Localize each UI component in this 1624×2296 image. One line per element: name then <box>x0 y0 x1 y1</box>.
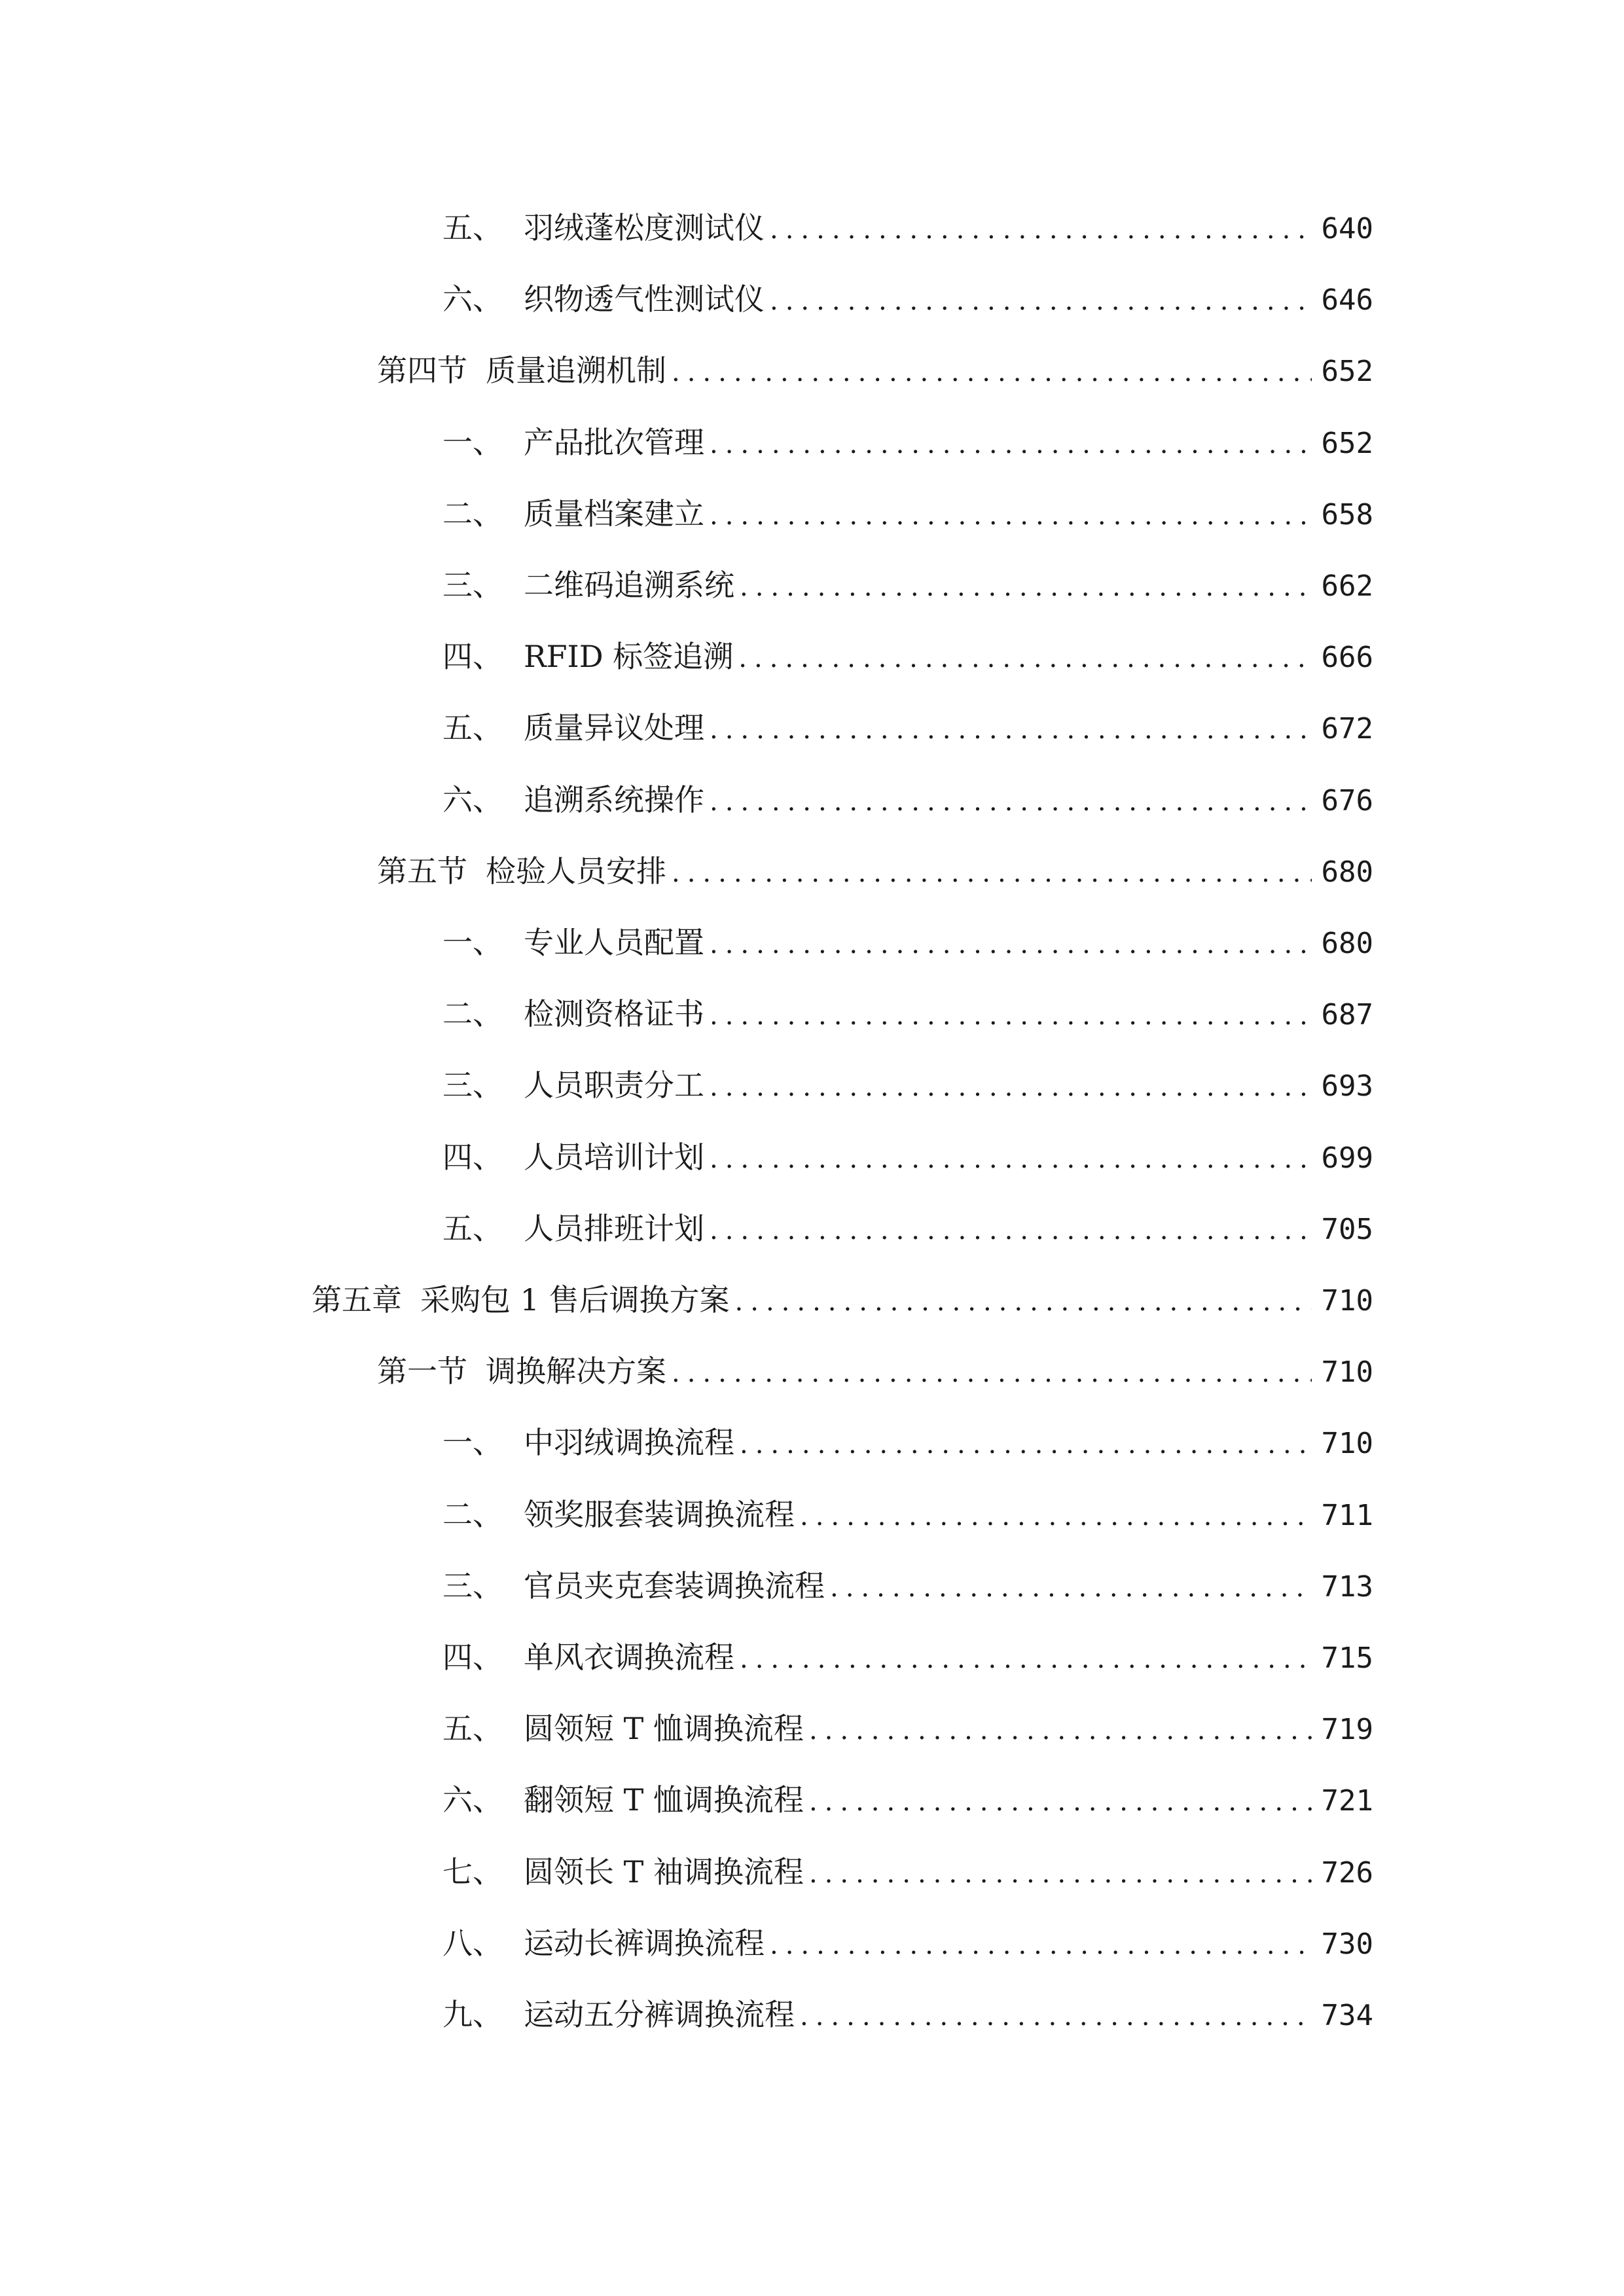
toc-entry[interactable] <box>442 1631 1373 1683</box>
toc-entry[interactable] <box>442 202 1373 254</box>
toc-entry-number: 一、 <box>442 1425 503 1460</box>
toc-entry[interactable] <box>442 273 1373 325</box>
toc-entry-title: 中羽绒调换流程 <box>524 1425 734 1460</box>
toc-entry[interactable] <box>442 559 1373 611</box>
toc-entry-number: 五、 <box>442 1711 503 1746</box>
toc-entry-page-number: 699 <box>1321 1141 1373 1175</box>
toc-entry-page-number: 680 <box>1321 927 1373 960</box>
dot-leader <box>710 1061 1312 1113</box>
toc-entry[interactable] <box>442 916 1373 969</box>
toc-entry-title: 采购包 1 售后调换方案 <box>420 1282 730 1318</box>
dot-leader <box>710 490 1312 542</box>
dot-leader <box>710 1204 1312 1257</box>
dot-leader <box>800 1990 1312 2043</box>
dot-leader <box>710 990 1312 1042</box>
dot-leader <box>740 1633 1312 1685</box>
dot-leader <box>672 1347 1312 1399</box>
toc-entry-page-number: 710 <box>1321 1284 1373 1318</box>
dot-leader <box>740 1418 1312 1471</box>
toc-entry[interactable] <box>442 630 1373 683</box>
toc-entry-page-number: 715 <box>1321 1641 1373 1675</box>
toc-entry-number: 六、 <box>442 1782 503 1818</box>
toc-entry-title: 二维码追溯系统 <box>524 567 734 603</box>
toc-entry-number: 三、 <box>442 1067 503 1103</box>
dot-leader <box>738 632 1312 685</box>
toc-entry-page-number: 721 <box>1321 1784 1373 1818</box>
toc-entry-title: 质量异议处理 <box>524 710 704 745</box>
toc-entry-number: 第五节 <box>377 853 467 889</box>
toc-entry-page-number: 680 <box>1321 855 1373 889</box>
toc-entry-title: 专业人员配置 <box>524 925 704 960</box>
toc-entry-number: 二、 <box>442 1497 503 1532</box>
toc-entry-number: 二、 <box>442 496 503 531</box>
toc-entry-title: 追溯系统操作 <box>524 782 704 817</box>
toc-entry-number: 三、 <box>442 567 503 603</box>
toc-entry-number: 五、 <box>442 1211 503 1246</box>
toc-entry-page-number: 734 <box>1321 1999 1373 2032</box>
toc-entry-page-number: 658 <box>1321 498 1373 531</box>
toc-entry-title: 羽绒蓬松度测试仪 <box>524 210 765 245</box>
toc-entry-page-number: 710 <box>1321 1355 1373 1389</box>
toc-entry-number: 八、 <box>442 1926 503 1961</box>
toc-entry-title: 单风衣调换流程 <box>524 1640 734 1675</box>
toc-entry-title: 运动五分裤调换流程 <box>524 1997 795 2032</box>
dot-leader <box>740 561 1312 613</box>
dot-leader <box>735 1276 1312 1328</box>
dot-leader <box>710 704 1312 756</box>
toc-entry-page-number: 730 <box>1321 1928 1373 1961</box>
toc-entry-page-number: 726 <box>1321 1856 1373 1890</box>
toc-entry-number: 五、 <box>442 710 503 745</box>
dot-leader <box>710 776 1312 828</box>
toc-entry[interactable] <box>442 988 1373 1040</box>
toc-entry-title: 翻领短 T 恤调换流程 <box>524 1782 804 1818</box>
toc-entry-page-number: 646 <box>1321 283 1373 317</box>
toc-entry-title: 织物透气性测试仪 <box>524 281 765 317</box>
toc-entry-number: 第五章 <box>312 1282 402 1318</box>
toc-entry[interactable] <box>377 1345 1373 1397</box>
toc-entry[interactable] <box>312 1274 1373 1326</box>
toc-entry-title: 检测资格证书 <box>524 996 704 1031</box>
toc-entry-page-number: 710 <box>1321 1427 1373 1460</box>
dot-leader <box>710 918 1312 971</box>
toc-entry-number: 二、 <box>442 996 503 1031</box>
toc-entry-title: 产品批次管理 <box>524 425 704 460</box>
toc-entry[interactable] <box>442 488 1373 540</box>
toc-entry-page-number: 719 <box>1321 1713 1373 1746</box>
dot-leader <box>770 275 1312 327</box>
toc-entry-title: 质量追溯机制 <box>486 353 666 388</box>
toc-entry-title: 人员排班计划 <box>524 1211 704 1246</box>
toc-entry-title: 圆领短 T 恤调换流程 <box>524 1711 804 1746</box>
dot-leader <box>770 204 1312 256</box>
toc-entry-number: 四、 <box>442 1139 503 1175</box>
toc-entry[interactable] <box>442 1988 1373 2041</box>
toc-entry-page-number: 687 <box>1321 998 1373 1031</box>
dot-leader <box>672 346 1312 399</box>
toc-entry-title: 检验人员安排 <box>486 853 666 889</box>
toc-entry-number: 七、 <box>442 1854 503 1890</box>
toc-entry-title: 圆领长 T 袖调换流程 <box>524 1854 804 1890</box>
toc-entry-page-number: 652 <box>1321 427 1373 460</box>
toc-entry[interactable] <box>442 774 1373 826</box>
toc-entry[interactable] <box>442 1702 1373 1755</box>
toc-entry[interactable] <box>442 702 1373 754</box>
toc-entry-number: 六、 <box>442 281 503 317</box>
toc-entry-number: 三、 <box>442 1568 503 1604</box>
toc-entry-page-number: 662 <box>1321 569 1373 603</box>
toc-entry-number: 六、 <box>442 782 503 817</box>
toc-entry[interactable] <box>442 1202 1373 1255</box>
toc-entry-page-number: 652 <box>1321 355 1373 388</box>
toc-entry-number: 第一节 <box>377 1354 467 1389</box>
dot-leader <box>672 847 1312 899</box>
toc-entry-title: 运动长裤调换流程 <box>524 1926 765 1961</box>
toc-entry-number: 九、 <box>442 1997 503 2032</box>
toc-entry-page-number: 705 <box>1321 1213 1373 1246</box>
toc-entry-page-number: 666 <box>1321 641 1373 674</box>
toc-entry-page-number: 713 <box>1321 1570 1373 1604</box>
dot-leader <box>809 1776 1312 1828</box>
toc-entry-number: 五、 <box>442 210 503 245</box>
toc-entry-title: 领奖服套装调换流程 <box>524 1497 795 1532</box>
dot-leader <box>800 1490 1312 1543</box>
dot-leader <box>770 1919 1312 1971</box>
toc-entry[interactable] <box>442 1917 1373 1969</box>
toc-entry[interactable] <box>442 416 1373 469</box>
dot-leader <box>809 1704 1312 1757</box>
toc-entry-title: 官员夹克套装调换流程 <box>524 1568 825 1604</box>
toc-entry[interactable] <box>442 1059 1373 1111</box>
toc-entry[interactable] <box>442 1774 1373 1826</box>
toc-entry-title: 调换解决方案 <box>486 1354 666 1389</box>
toc-entry-page-number: 693 <box>1321 1069 1373 1103</box>
toc-entry[interactable] <box>377 344 1373 397</box>
toc-entry-title: 人员职责分工 <box>524 1067 704 1103</box>
dot-leader <box>809 1848 1312 1900</box>
toc-entry[interactable] <box>442 1131 1373 1183</box>
dot-leader <box>710 1133 1312 1185</box>
toc-entry-number: 四、 <box>442 1640 503 1675</box>
toc-entry[interactable] <box>377 845 1373 897</box>
toc-entry-number: 一、 <box>442 425 503 460</box>
toc-entry-title: RFID 标签追溯 <box>524 639 734 674</box>
toc-entry-page-number: 711 <box>1321 1499 1373 1532</box>
toc-entry-title: 人员培训计划 <box>524 1139 704 1175</box>
toc-entry-number: 第四节 <box>377 353 467 388</box>
toc-entry-number: 四、 <box>442 639 503 674</box>
dot-leader <box>710 418 1312 471</box>
dot-leader <box>830 1562 1312 1614</box>
toc-entry-page-number: 640 <box>1321 212 1373 245</box>
toc-entry[interactable] <box>442 1560 1373 1612</box>
toc-entry-number: 一、 <box>442 925 503 960</box>
toc-entry-page-number: 676 <box>1321 784 1373 817</box>
toc-entry-title: 质量档案建立 <box>524 496 704 531</box>
toc-entry[interactable] <box>442 1416 1373 1469</box>
toc-entry[interactable] <box>442 1488 1373 1541</box>
toc-entry-page-number: 672 <box>1321 712 1373 745</box>
toc-entry[interactable] <box>442 1846 1373 1898</box>
